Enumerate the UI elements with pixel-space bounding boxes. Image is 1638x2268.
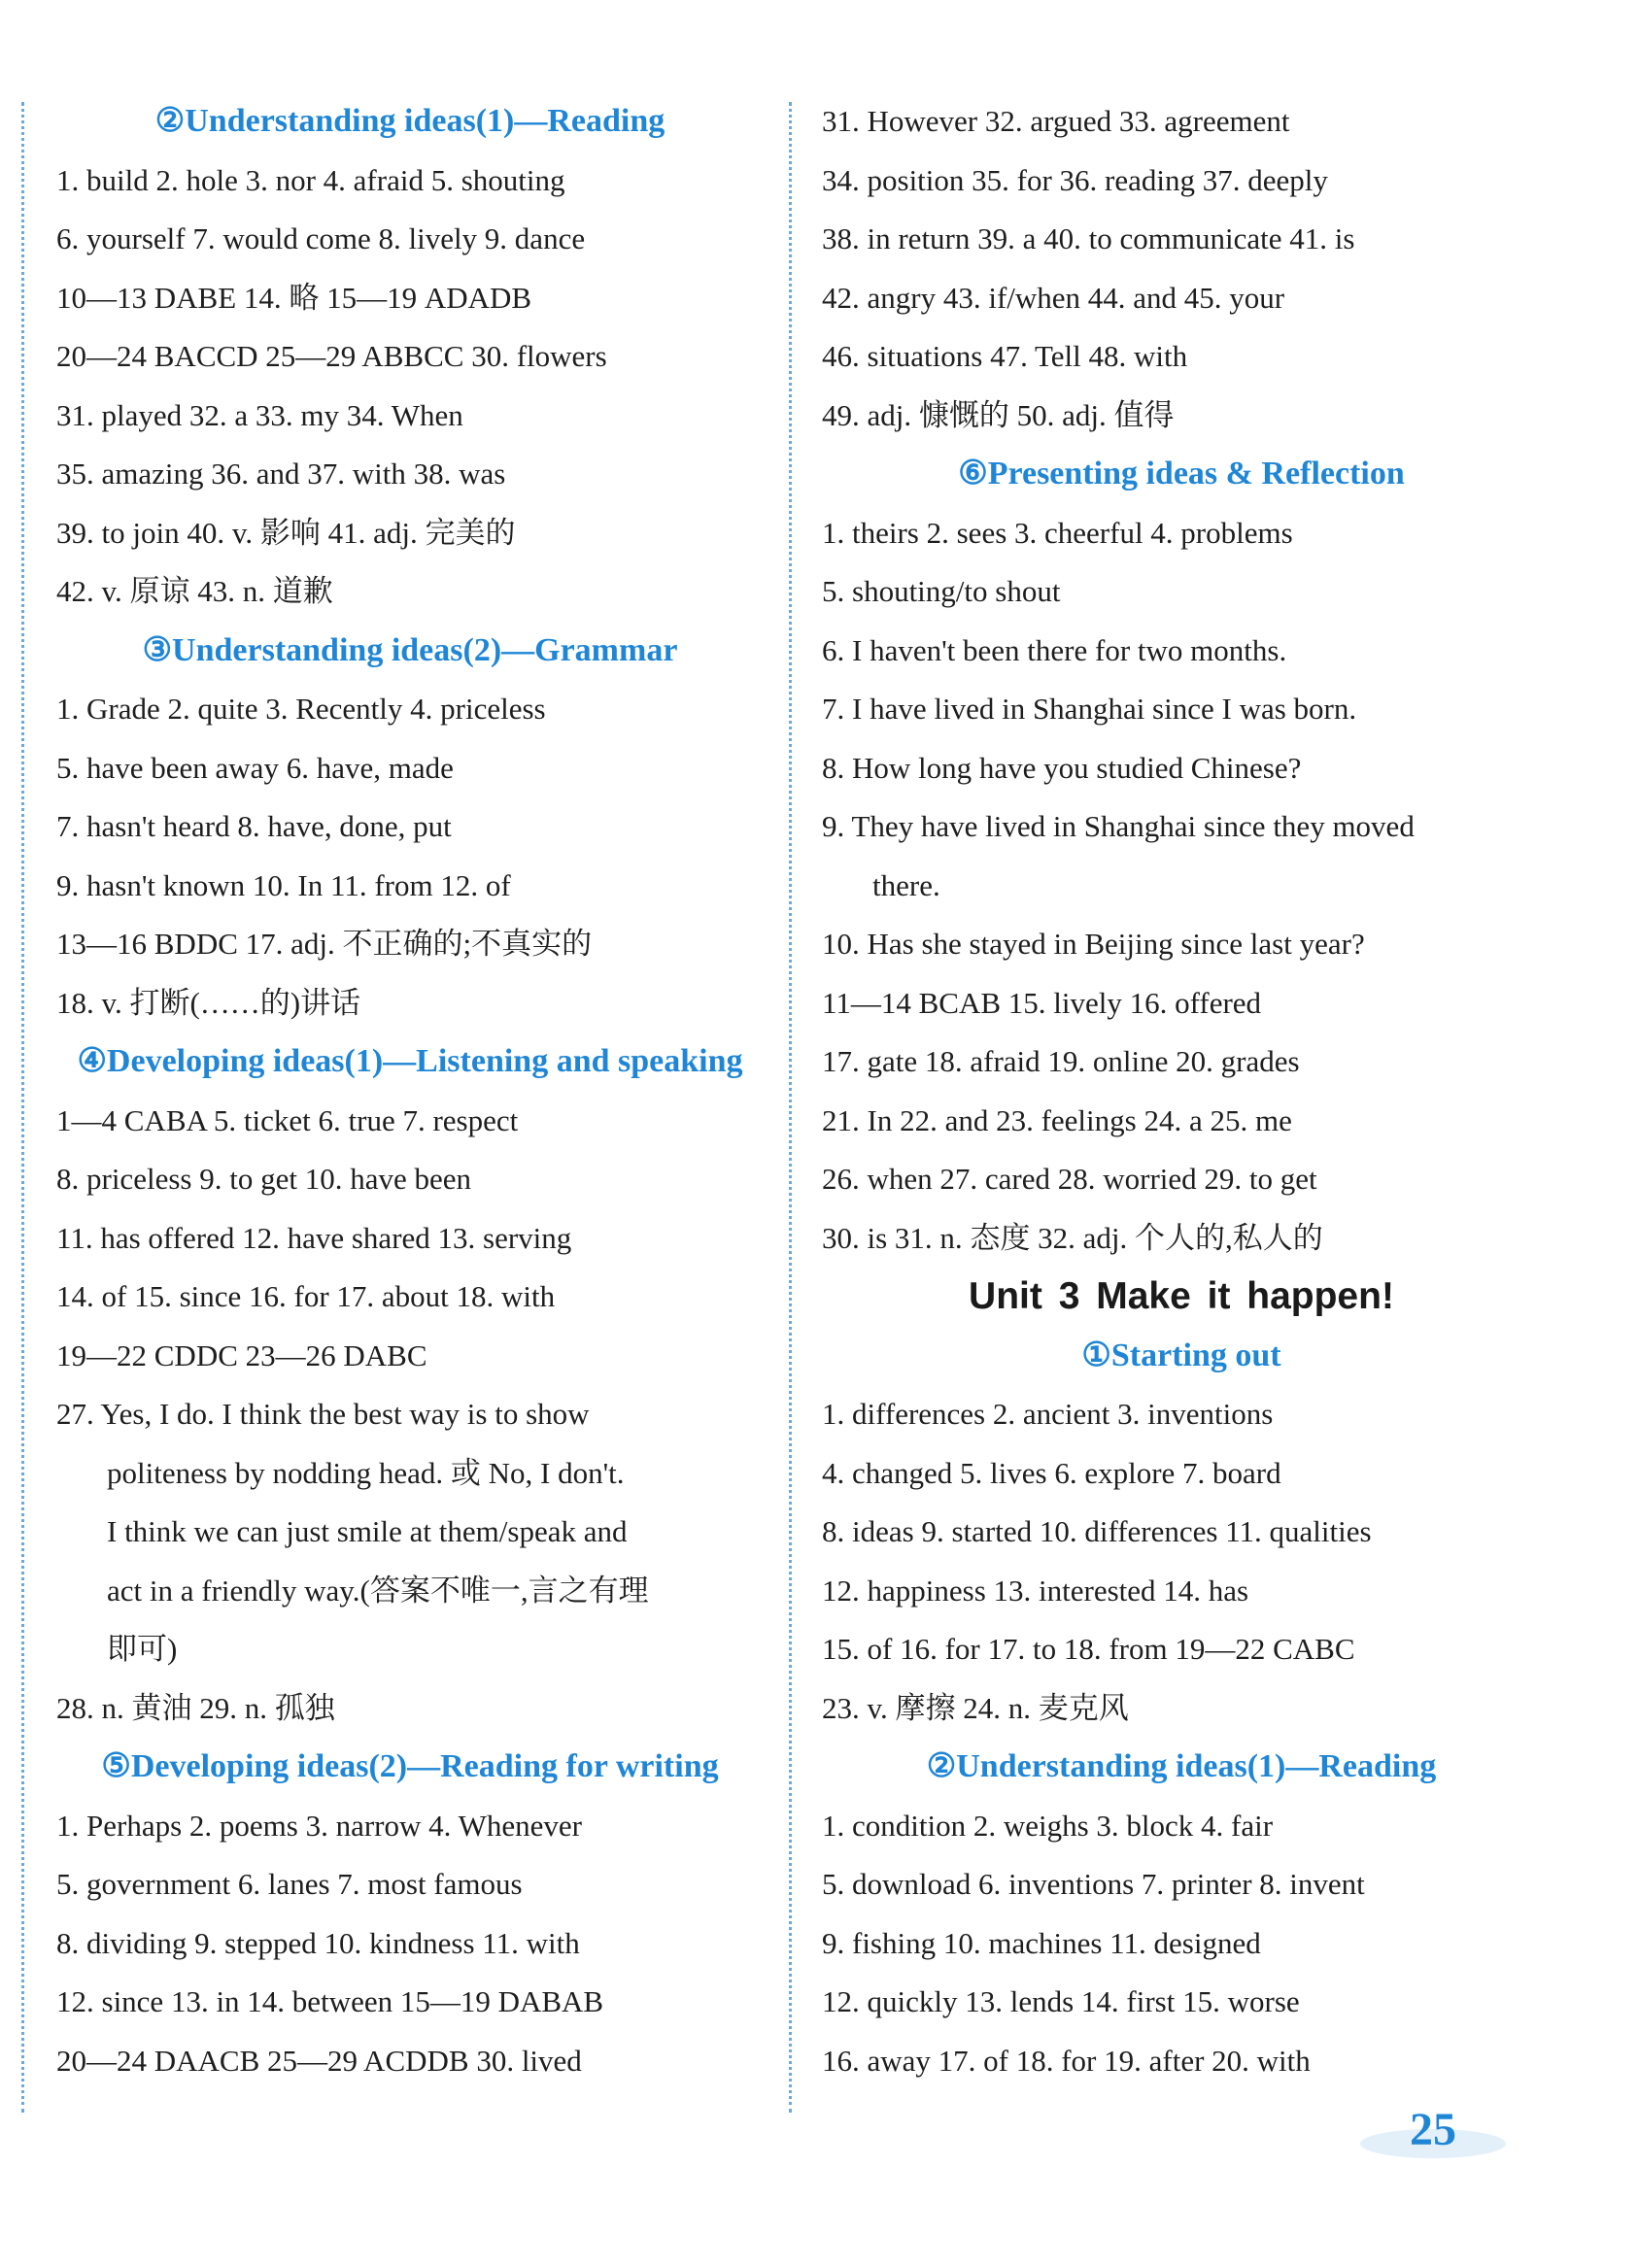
answer-line: 39. to join 40. v. 影响 41. adj. 完美的 <box>56 515 516 550</box>
answer-line: 1. Grade 2. quite 3. Recently 4. priceless <box>56 692 546 726</box>
answer-line: 7. I have lived in Shanghai since I was born. <box>822 692 1357 726</box>
answer-line: 9. hasn't known 10. In 11. from 12. of <box>56 867 511 902</box>
answer-line: I think we can just smile at them/speak and <box>107 1514 628 1548</box>
answer-line: 14. of 15. since 16. for 17. about 18. with <box>56 1279 556 1313</box>
answer-line: 8. priceless 9. to get 10. have been <box>56 1162 471 1196</box>
answer-line: 27. Yes, I do. I think the best way is to show <box>56 1397 590 1431</box>
answer-line: 5. have been away 6. have, made <box>56 750 454 785</box>
answer-line: 21. In 22. and 23. feelings 24. a 25. me <box>822 1102 1292 1137</box>
section-heading: ④Developing ideas(1)—Listening and speaking <box>77 1043 743 1079</box>
answer-line: 31. However 32. argued 33. agreement <box>822 104 1290 138</box>
left-dotted-rule <box>21 102 24 2113</box>
answer-line: 11—14 BCAB 15. lively 16. offered <box>822 985 1262 1020</box>
answer-line: 28. n. 黄油 29. n. 孤独 <box>56 1690 335 1725</box>
answer-line: 13—16 BDDC 17. adj. 不正确的;不真实的 <box>56 927 593 961</box>
answer-line: 5. download 6. inventions 7. printer 8. invent <box>822 1867 1365 1901</box>
answer-line: 35. amazing 36. and 37. with 38. was <box>56 457 506 491</box>
section-heading: ⑥Presenting ideas & Reflection <box>958 456 1405 491</box>
answer-line: 19—22 CDDC 23—26 DABC <box>56 1337 427 1372</box>
answer-line: 20—24 DAACB 25—29 ACDDB 30. lived <box>56 2043 582 2078</box>
answer-line: 5. shouting/to shout <box>822 574 1061 608</box>
section-heading: ②Understanding ideas(1)—Reading <box>154 103 665 139</box>
section-heading: ②Understanding ideas(1)—Reading <box>926 1748 1437 1784</box>
answer-line: 17. gate 18. afraid 19. online 20. grades <box>822 1044 1300 1078</box>
right-column <box>822 92 1541 2090</box>
answer-line: 1. differences 2. ancient 3. inventions <box>822 1397 1274 1431</box>
answer-line: politeness by nodding head. 或 No, I don't. <box>107 1455 625 1490</box>
answer-line: 8. How long have you studied Chinese? <box>822 750 1302 785</box>
answer-line: 7. hasn't heard 8. have, done, put <box>56 809 452 843</box>
answer-line: 6. I haven't been there for two months. <box>822 632 1287 667</box>
answer-line: 12. since 13. in 14. between 15—19 DABAB <box>56 1984 604 2018</box>
answer-line: 1. condition 2. weighs 3. block 4. fair <box>822 1808 1274 1843</box>
answer-line: 9. They have lived in Shanghai since they moved <box>822 809 1415 843</box>
answer-line: 38. in return 39. a 40. to communicate 41. is <box>822 221 1355 255</box>
answer-line: 11. has offered 12. have shared 13. serving <box>56 1220 572 1255</box>
answer-line: 10—13 DABE 14. 略 15—19 ADADB <box>56 280 532 315</box>
page-number: 25 <box>1410 2104 1456 2155</box>
answer-line: 8. dividing 9. stepped 10. kindness 11. with <box>56 1925 580 1960</box>
answer-line: 9. fishing 10. machines 11. designed <box>822 1925 1261 1960</box>
answer-line: 10. Has she stayed in Beijing since last year? <box>822 927 1365 961</box>
answer-line: act in a friendly way.(答案不唯一,言之有理 <box>107 1573 649 1608</box>
answer-line: there. <box>872 867 940 902</box>
answer-line: 30. is 31. n. 态度 32. adj. 个人的,私人的 <box>822 1220 1323 1255</box>
unit-title: Unit 3 Make it happen! <box>969 1275 1394 1317</box>
answer-line: 4. changed 5. lives 6. explore 7. board <box>822 1455 1281 1490</box>
section-heading: ①Starting out <box>1081 1337 1281 1373</box>
answer-line: 即可) <box>107 1632 178 1666</box>
answer-line: 42. angry 43. if/when 44. and 45. your <box>822 280 1285 315</box>
answer-line: 1—4 CABA 5. ticket 6. true 7. respect <box>56 1102 519 1137</box>
answer-line: 8. ideas 9. started 10. differences 11. qualities <box>822 1514 1372 1548</box>
answer-line: 5. government 6. lanes 7. most famous <box>56 1867 523 1901</box>
left-column <box>56 92 764 2090</box>
answer-line: 34. position 35. for 36. reading 37. deeply <box>822 162 1328 197</box>
center-dotted-rule <box>789 102 792 2113</box>
answer-line: 46. situations 47. Tell 48. with <box>822 339 1188 373</box>
answer-line: 1. build 2. hole 3. nor 4. afraid 5. shouting <box>56 162 565 197</box>
answer-line: 1. Perhaps 2. poems 3. narrow 4. Whenever <box>56 1808 582 1843</box>
section-heading: ③Understanding ideas(2)—Grammar <box>142 631 678 668</box>
answer-line: 15. of 16. for 17. to 18. from 19—22 CABC <box>822 1632 1355 1666</box>
answer-line: 20—24 BACCD 25—29 ABBCC 30. flowers <box>56 339 607 373</box>
answer-line: 26. when 27. cared 28. worried 29. to get <box>822 1162 1317 1196</box>
answer-line: 18. v. 打断(……的)讲话 <box>56 985 361 1020</box>
answer-line: 1. theirs 2. sees 3. cheerful 4. problems <box>822 515 1293 550</box>
answer-line: 12. quickly 13. lends 14. first 15. worse <box>822 1984 1300 2018</box>
answer-line: 16. away 17. of 18. for 19. after 20. with <box>822 2043 1311 2078</box>
section-heading: ⑤Developing ideas(2)—Reading for writing <box>101 1748 719 1784</box>
answer-line: 49. adj. 慷慨的 50. adj. 值得 <box>822 397 1175 432</box>
answer-line: 12. happiness 13. interested 14. has <box>822 1573 1249 1608</box>
answer-line: 23. v. 摩擦 24. n. 麦克风 <box>822 1690 1129 1725</box>
answer-line: 31. played 32. a 33. my 34. When <box>56 397 463 432</box>
answer-line: 6. yourself 7. would come 8. lively 9. dance <box>56 221 586 255</box>
answer-line: 42. v. 原谅 43. n. 道歉 <box>56 574 333 608</box>
